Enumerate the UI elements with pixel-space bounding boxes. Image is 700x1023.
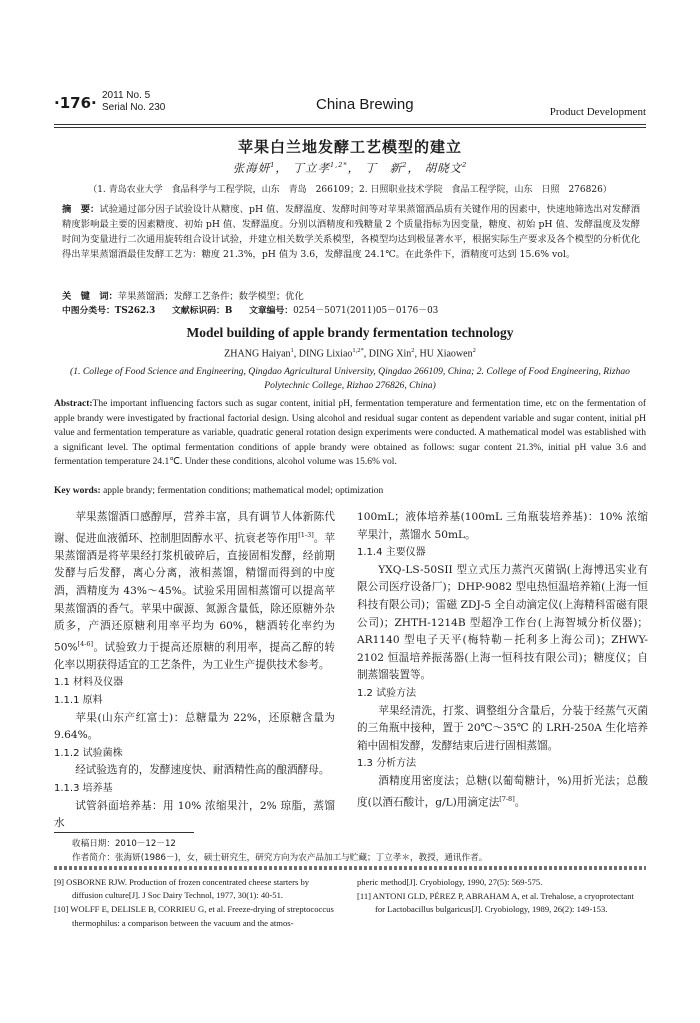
section-heading: 1.3 分析方法 — [357, 758, 417, 770]
affiliation-cn: （1. 青岛农业大学 食品科学与工程学院，山东 青岛 266109；2. 日照职业技术学院 食品工程学院，山东 日照 276826） — [88, 185, 612, 195]
body-column-right — [357, 509, 648, 812]
classification-row — [62, 303, 640, 316]
keywords-en — [54, 486, 646, 496]
serial-number: Serial No. 230 — [102, 102, 166, 113]
keywords-cn-text: 苹果蒸馏酒；发酵工艺条件；数学模型；优化 — [117, 291, 304, 302]
article-title-en: Model building of apple brandy fermentation technology — [186, 325, 514, 340]
abstract-cn-text: 试验通过部分因子试验设计从糖度、pH 值、发酵温度、发酵时间等对苹果蒸馏酒品质有关键作用的因素中，快速地筛选出对发酵酒精度影响最主要的因素糖度、初始 pH 值、发酵温度。分别以酒精度和残糖量 2 个质量指标为因变量，糖度、初始 pH 值、发酵温度及发酵时间为变量进行二次通用旋转组合设计试验，并建立相关数学关系模型，各模型均达到极显著水平，根据实际生产要求及各个模型的分析优化得出苹果蒸馏酒最佳发酵工艺为：糖度 21.3%，pH 值为 3.6，发酵温度 24.1℃。在此条件下，酒精度可达到 15.6% vol。 — [62, 204, 640, 260]
reference-item: [9] OSBORNE RJW. Production of frozen concentrated cheese starters by diffusion culture[J]. J Soc Dairy Technol, 1977, 30(1): 40-51. — [54, 877, 310, 901]
author-cn: 丁 新 — [364, 161, 403, 175]
running-header — [54, 88, 646, 124]
journal-name: China Brewing — [316, 96, 414, 113]
subsection-heading: 1.1.4 主要仪器 — [357, 547, 426, 559]
issue-info — [102, 90, 165, 114]
header-rule — [54, 124, 646, 125]
references-right — [357, 876, 646, 918]
separator-rule — [54, 866, 646, 870]
section-heading: 1.1 材料及仪器 — [54, 677, 124, 689]
keywords-en-text: apple brandy; fermentation conditions; mathematical model; optimization — [103, 486, 384, 496]
section-heading: 1.2 试验方法 — [357, 687, 417, 699]
header-rule-secondary — [54, 127, 646, 128]
footnote-rule — [54, 832, 194, 833]
author-en: DING Xin — [368, 348, 412, 360]
analysis-paragraph: 酒精度用密度法；总糖(以葡萄糖计，%)用折光法；总酸度(以酒石酸计，g/L)用滴定法[7-8]。 — [357, 774, 648, 809]
abstract-en-text: The important influencing factors such as sugar content, initial pH, fermentation temperature and fermentation time, etc on the fermentation of apple brandy were investigated by fractional factorial design. Using alcohol and residual sugar content as dependent variable and sugar content, initial pH value and fermentation temperature as variable, quadratic general rotation design experiments were conducted. A mathematical model was established with a significant level. The optimal fermentation conditions of apple brandy were obtained as follows: sugar content 21.3%, initial pH value 3.6 and fermentation temperature 24.1℃. Under these conditions, alcohol volume was 15.6% vol. — [54, 399, 646, 468]
abstract-cn-label: 摘 要： — [62, 204, 100, 215]
affiliation-en: (1. College of Food Science and Engineering, Qingdao Agricultural University, Qingdao 266109, China; 2. College of Food Engineering, Rizhao Polytechnic College, Rizhao 276826, China) — [70, 366, 630, 391]
clc-number: 中图分类号：TS262.3 — [62, 306, 156, 316]
abstract-en — [54, 397, 646, 470]
author-affil-marker: 2 — [411, 347, 415, 354]
keywords-cn-label: 关 键 词： — [62, 291, 118, 302]
author-list-en: ZHANG Haiyan$^1$, DING Lixiao$^{1,2*}$, DING Xin$^2$, HU Xiaowen$^2$ — [224, 347, 476, 360]
footnotes — [72, 837, 642, 865]
abstract-en-label: Abstract: — [54, 399, 93, 409]
method-paragraph: 苹果经清洗，打浆、调整组分含量后，分装于经蒸气灭菌的三角瓶中接种，置于 20℃～35℃ 的 LRH-250A 生化培养箱中固相发酵，发酵结束后进行固相蒸馏。 — [357, 704, 648, 752]
author-cn: 丁立孝 — [292, 161, 331, 175]
reference-item: pheric method[J]. Cryobiology, 1990, 27(5): 569-575. — [357, 877, 543, 887]
materials-paragraph: 苹果(山东产红富士)：总糖量为 22%，还原糖含量为 9.64%。 — [54, 711, 335, 742]
author-bio: 作者简介：张海妍(1986－)，女，硕士研究生，研究方向为农产品加工与贮藏；丁立孝＊，教授，通讯作者。 — [72, 853, 488, 863]
author-cn: 张海妍 — [232, 161, 271, 175]
author-affil-marker: 1,2* — [330, 161, 348, 170]
section-name: Product Development — [549, 106, 646, 118]
author-affil-marker: 2 — [402, 161, 408, 170]
author-affil-marker: 1 — [290, 347, 294, 354]
issue-number: 2011 No. 5 — [102, 90, 151, 101]
author-en: HU Xiaowen — [419, 348, 473, 360]
author-affil-marker: 2 — [472, 347, 476, 354]
reference-item: [10] WOLFF E, DELISLE B, CORRIEU G, et al. Freeze-drying of streptococcus thermophilus: a comparison between the vacuum and the atmos- — [54, 904, 334, 928]
medium-paragraph-cont: 100mL；液体培养基(100mL 三角瓶装培养基)：10% 浓缩苹果汁，蒸馏水 50mL。 — [357, 511, 648, 541]
body-column-left — [54, 509, 335, 833]
intro-paragraph: 苹果蒸馏酒口感醇厚，营养丰富，具有调节人体新陈代谢、促进血液循环、控制胆固醇水平、抗衰老等作用[1-3]。苹果蒸馏酒是将苹果经打浆机破碎后，直接固相发酵，经前期发酵与后发酵，离心分离，液相蒸馏，精馏而得到的中度酒，酒精度为 43%～45%。试验采用固相蒸馏可以提高苹果蒸馏酒的香气。苹果中碳源、氮源含量低，除还原糖外杂质多，产酒还原糖利用率平均为 60%，糖酒转化率约为 50%[4-6]。试验致力于提高还原糖的利用率，提高乙醇的转化率以期获得适宜的工艺条件，为工业生产提供技术参考。 — [54, 511, 336, 671]
author-affil-marker: 2 — [462, 161, 468, 170]
citation: [4-6] — [77, 639, 94, 648]
keywords-cn — [62, 288, 640, 302]
author-en: ZHANG Haiyan — [224, 348, 291, 360]
abstract-cn — [62, 202, 640, 262]
subsection-heading: 1.1.2 试验菌株 — [54, 747, 123, 759]
received-date: 收稿日期：2010－12－12 — [72, 839, 176, 849]
keywords-en-label: Key words: — [54, 486, 101, 496]
citation: [1-3] — [298, 530, 314, 539]
citation: [7-8] — [499, 794, 515, 803]
subsection-heading: 1.1.1 原料 — [54, 695, 103, 706]
article-title-cn: 苹果白兰地发酵工艺模型的建立 — [237, 138, 462, 156]
author-affil-marker: 1,2* — [352, 347, 364, 354]
strain-paragraph: 经试验选育的，发酵速度快、耐酒精性高的酿酒酵母。 — [75, 764, 330, 777]
author-en: DING Lixiao — [298, 348, 353, 360]
author-cn: 胡晓文 — [424, 161, 463, 175]
references-left — [54, 876, 339, 931]
medium-paragraph: 试管斜面培养基：用 10% 浓缩果汁，2% 琼脂，蒸馏水 — [54, 799, 335, 830]
article-number: 文章编号：0254－5071(2011)05－0176－03 — [249, 306, 439, 316]
author-affil-marker: 1 — [270, 161, 276, 170]
document-code: 文献标识码：B — [172, 306, 233, 316]
instruments-paragraph: YXQ-LS-50SII 型立式压力蒸汽灭菌锅(上海博迅实业有限公司医疗设备厂)；DHP-9082 型电热恒温培养箱(上海一恒科技有限公司)；雷磁 ZDJ-5 全自动滴定仪(上海精科雷磁有限公司)；ZHTH-1214B 型超净工作台(上海智城分析仪器)；AR1140 型电子天平(梅特勒－托利多上海公司)；ZHWY-2102 恒温培养振荡器(上海一恒科技有限公司)；糖度仪；自制蒸馏装置等。 — [357, 563, 648, 682]
reference-item: [11] ANTONI GLD, PÉREZ P, ABRAHAM A, et al. Trehalose, a cryoprotectant for Lactobacillus bulgaricus[J]. Cryobiology, 1989, 26(2): 149-153. — [357, 891, 634, 915]
author-list-cn: 张海妍$^1$， 丁立孝$^{1,2*}$， 丁 新$^2$， 胡晓文$^2$ — [232, 161, 468, 175]
page-number: ·176· — [54, 94, 97, 112]
subsection-heading: 1.1.3 培养基 — [54, 782, 113, 794]
